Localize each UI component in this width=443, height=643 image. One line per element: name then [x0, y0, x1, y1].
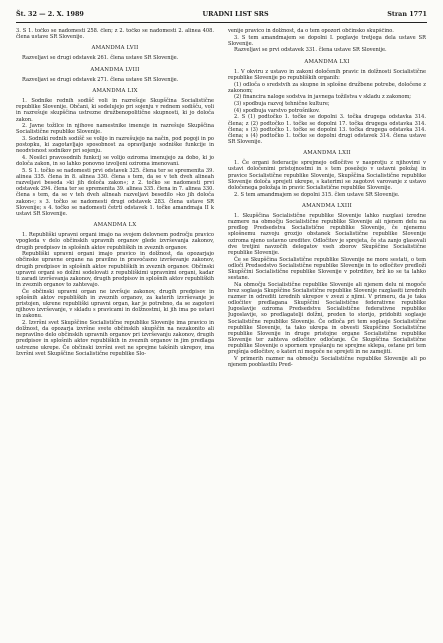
paragraph: Republiški upravni organi imajo pravico in dolžnost, da opozarjajo občinske upravne organe na pravilno in pravočasno izvrševanje zakonov, drugih predpisov in splošnih aktov republiških in zveznih organov. Občinski upravni organi so dolžni sodelovati z republiškimi upravnimi organi, kadar ti zaradi izvrševanja zakonov, drugih predpisov in splošnih aktov republiških in zveznih organov to zahtevajo. — [16, 251, 214, 288]
paragraph: 2. S tem amandmajem se dopolni 315. člen ustave SR Slovenije. — [234, 191, 400, 198]
right-column — [228, 28, 426, 643]
amendment-heading: AMANDMA LX — [93, 222, 137, 229]
paragraph: 2. S (1) podtočko 1. točke se dopolni 3. točka drugega odstavka 314. člena; z (2) podtočko 1. točke se dopolni 17. točka drugega odstavka 314. člena; s (3) podtočko 1. točke se dopolni 13. točka drugega odstavka 314. člena; s (4) podtočko 1. točke se dopolni drugi odstavek 314. člena ustave SR Slovenije. — [228, 114, 426, 145]
paragraph: Če se Skupščina Socialistične republike Slovenije ne more sestati, o tem odloči Predsedstvo Socialistične republike Slovenije in to odločitev predloži Skupščini Socialistične republike Slovenije v potrditev, brž ko se ta lahko sestane. — [228, 256, 426, 281]
left-column — [16, 28, 214, 643]
paragraph: Na območju Socialistične republike Slovenije ali njenem delu ni mogoče brez soglasja Skupščine Socialistične republike Slovenije razglasiti izrednih razmer in odrediti izrednih ukrepov v zvezi z njimi. V primeru, da je taka odločitev predlagana Skupščini Socialistične federativne republike Jugoslavije oziroma Predsedstvu Socialistične federativne republike Jugoslavije, so predlagatelji dolžni, preden to storijo, pridobiti soglasje Socialistične republike Slovenije. Če odloča pri tem soglasje Socialistične republike Slovenije, ta tako ukrepa in obvesti Skupščino Socialistične republike Slovenije in druge pristojne organe Socialistične republike Slovenije ter zahteva odločitev odločanje. Če Skupščina Socialistične republike Slovenije o spornem vprašanju ne sprejme sklepa, ostane pri tem prejšnja odločitev, o kateri ni mogoče ne sprejeti in ne zamejiti. — [228, 281, 426, 356]
paragraph: 3. S 1. točko se nadomesti 258. člen; z 2. točko se nadomesti 2. alinea 408. člena ustave SR Slovenije. — [16, 28, 214, 41]
amendment-heading: AMANDMA LVIII — [90, 66, 140, 73]
paragraph: Razveljavi se drugi odstavek 261. člena ustave SR Slovenije. — [22, 55, 179, 62]
paragraph: venije pravico in dolžnost, da o tem opozori občinsko skupščino. — [228, 28, 394, 34]
paragraph: Razveljavi se prvi odstavek 331. člena ustave SR Slovenije. — [234, 47, 387, 54]
amendment-heading: AMANDMA LXII — [303, 150, 351, 157]
paragraph: (2) financira naloge sodstva in javnega tožilstva v skladu z zakonom; — [234, 94, 412, 101]
paragraph: 2. Izvršni svet Skupščine Socialistične republike Slovenije ima pravico in dolžnost, da opozarja izvršne svete občinskih skupščin na nezakonito ali nepravilno delo občinskih upravnih organov pri izvrševanju zakonov, drugih predpisov in splošnih aktov republiških in zveznih organov in jim predlaga ustrezne ukrepe. Če občinski izvršni svet ne sprejme takšnih ukrepov, ima Izvršni svet Skupščine Socialistične republike Slo- — [16, 319, 214, 357]
paragraph: Če občinski upravni organ ne izvršuje zakonov, drugih predpisov in splošnih aktov republiških in zveznih organov, za katerih izvrševanje je pristojen, ukrene republiški upravni organ, kar je potrebno, da se zagotovi njihovo izvrševanje, v skladu s pravicami in dolžnostmi, ki jih ima po ustavi in zakonu. — [16, 288, 214, 320]
paragraph: 4. Nosilci pravosodnih funkcij se volijo oziroma imenujejo za dobo, ki jo določa zakon, in so lahko ponovno izvoljeni oziroma imenovani. — [16, 155, 214, 168]
paragraph: 1. V okviru z ustavo in zakoni določenih pravic in dolžnosti Socialistične republike Slovenije po republiških organih: — [228, 68, 426, 81]
paragraph: 1. Republiški upravni organi imajo na svojem delovnem področju pravico vpogleda v delo občinskih upravnih organov glede izvrševanja zakonov, drugih predpisov in splošnih aktov republiških in zveznih organov. — [16, 232, 214, 251]
paragraph: (4) spodbuja varstvo potrošnikov. — [234, 107, 320, 114]
issue-number: Št. 32 — 2. X. 1989 — [16, 10, 84, 18]
paragraph: 1. Če organi federacije sprejmejo odločitve v nasprotju z njihovimi v ustavi določenimi pristojnostmi in s tem posežejo v ustavni položaj in pravice Socialistične republike Slovenije, Skupščina Socialistične republike Slovenije določa sprejeti ukrepe, s katerimi se zagotovi varovanje z ustavo določenega položaja in pravic Socialistične republike Slovenije. — [228, 160, 426, 191]
paragraph: 1. Skupščina Socialistične republike Slovenije lahko razglasi izredne razmere na območju Socialistične republike Slovenije ali njenem delu na predlog Predsedstva Socialistične republike Slovenije, če njenemu splošnemu razvoju grozijo obstanek Socialistične republike Slovenije oziroma njeno ustavno ureditev. Odločitev je sprejeta, če sta zanjo glasovali dve tretjini navzočih delegatov vseh zborov Skupščine Socialistične republike Slovenije. — [228, 212, 426, 256]
publication-title: URADNI LIST SRS — [202, 10, 269, 18]
paragraph: (3) spodbuja razvoj tehnične kulture; — [234, 101, 330, 108]
paragraph: (1) odloča o sredstvih za skupne in splošne družbene potrebe, določene z zakonom; — [228, 81, 426, 94]
amendment-heading: AMANDMA LXI — [304, 58, 350, 65]
paragraph: 2. Javne tožilce in njihove namestnike imenuje in razrešuje Skupščina Socialistične republike Slovenije. — [16, 123, 214, 136]
paragraph: 5. S 1. točko se nadomesti prvi odstavek 325. člena ter se spremenita 39. alinea 335. člena in 8. alinea 330. člena s tem, da se v teh dveh alineah razveljavi beseda »ki jih določa zakon«; z 2. točko se nadomesti prvi odstavek 294. člena ter se spremenita 39. alinea 335. člena in 7. alinea 330. člena s tem, da se v teh dveh alineah razveljavi besedilo »ko jih določa zakon«; s 3. točko se nadomesti drugi odstavek 283. člena ustave SR Slovenije; s 4. točko se nadomesti četrti odstavek 1. točke amandmaja II k ustavi SR Slovenije. — [16, 167, 214, 217]
amendment-heading: AMANDMA LIX — [92, 87, 138, 94]
paragraph: 1. Sodnike rednih sodišč voli in razrešuje Skupščina Socialistične republike Slovenije. Občani, ki sodelujejo pri sojenju v rednem sodišču, voli in razrešuje skupščina ustrezne družbenopolitične skupnosti, ki jo določa zakon. — [16, 98, 214, 123]
paragraph: 3. Sodniki rednih sodišč se volijo in razrešujejo na način, pod pogoji in po postopku, ki zagotavljajo sposobnost za opravljanje sodniške funkcije in neodvisnost sodnikov pri sojenju. — [16, 136, 214, 155]
paragraph: 3. S tem amandmajem se dopolni I. poglavje tretjega dela ustave SR Slovenije. — [228, 34, 426, 47]
amendment-heading: AMANDMA LXIII — [302, 202, 352, 209]
paragraph: Razveljavi se drugi odstavek 271. člena ustave SR Slovenije. — [22, 76, 179, 83]
text-columns — [16, 28, 427, 643]
amendment-heading: AMANDMA LVII — [91, 45, 139, 52]
paragraph: V primerih razmer na območju Socialistične republike Slovenije ali po njenem pooblastilu Pred- — [228, 356, 426, 369]
page-number: Stran 1771 — [387, 10, 427, 18]
page-header — [16, 10, 427, 23]
